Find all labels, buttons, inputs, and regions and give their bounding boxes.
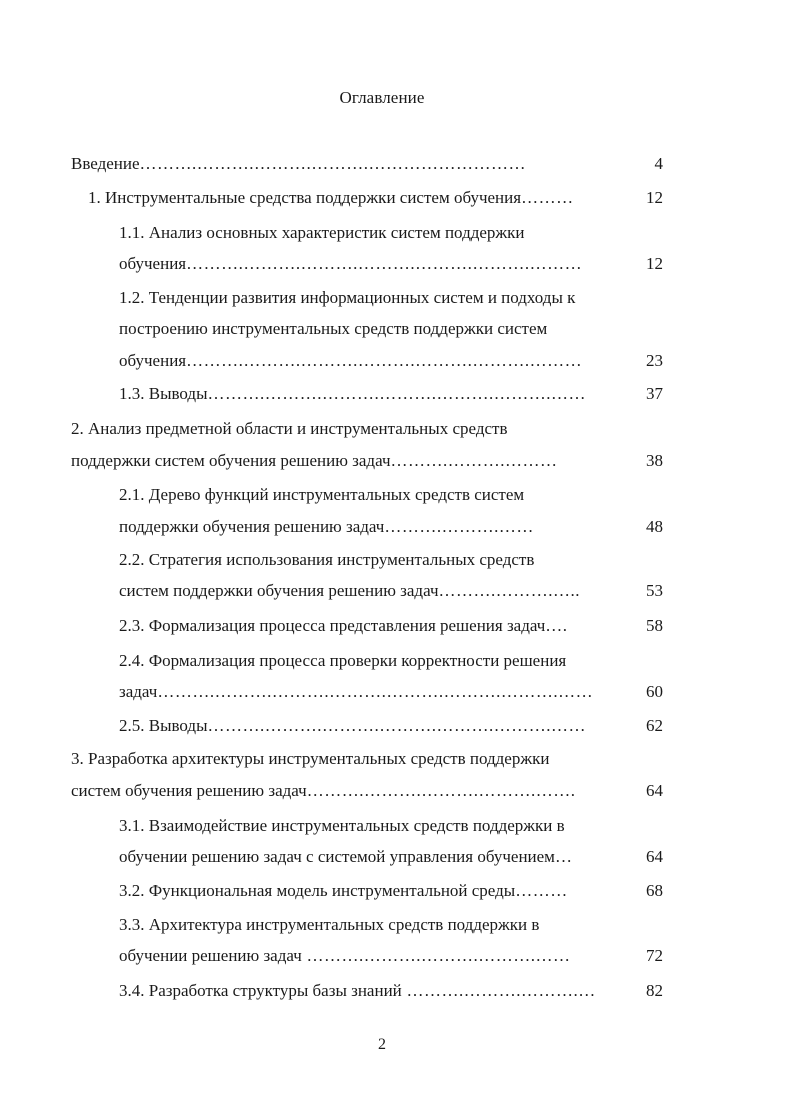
page-number: 2 — [378, 1036, 386, 1053]
toc-page-number: 37 — [646, 384, 663, 403]
toc-entry-text: обучении решению задач — [119, 946, 302, 965]
toc-entry-line — [119, 381, 586, 407]
toc-page-number: 23 — [646, 351, 663, 370]
toc-page-number: 12 — [646, 188, 663, 207]
toc-entry-text: систем обучения решению задач — [71, 781, 307, 800]
toc-entry-line — [119, 316, 547, 342]
toc-entry-text: Введение — [71, 154, 140, 173]
toc-page-number: 48 — [646, 517, 663, 536]
toc-entry-text: обучения — [119, 351, 187, 370]
toc-entry-line — [119, 220, 525, 246]
toc-leader: ……….……….……….……….…… — [301, 946, 571, 965]
toc-leader: ……….……….…… — [384, 517, 534, 536]
toc-entry-line — [71, 448, 558, 474]
toc-entry-text: поддержки обучения решению задач — [119, 517, 385, 536]
toc-leader: ……….……….……….……….……….……….……….…… — [157, 682, 594, 701]
toc-leader: … — [554, 847, 573, 866]
toc-page-number: 72 — [646, 946, 663, 965]
toc-entry-line — [119, 713, 586, 739]
toc-entry-text: 2.1. Дерево функций инструментальных средств систем — [119, 485, 525, 504]
toc-page-number: 12 — [646, 254, 663, 273]
toc-entry-line — [119, 813, 565, 839]
toc-page-number: 64 — [646, 847, 663, 866]
toc-leader: ……….……….……….……….……….……….…… — [207, 716, 587, 735]
toc-leader: ……… — [515, 881, 568, 900]
toc-leader: ……….……….……… — [390, 451, 558, 470]
toc-entry-text: 2.5. Выводы — [119, 716, 208, 735]
toc-page-number: 53 — [646, 581, 663, 600]
toc-entry-line — [119, 251, 582, 277]
toc-entry-line — [71, 778, 575, 804]
toc-entry-text: обучения — [119, 254, 187, 273]
toc-page-number: 60 — [646, 682, 663, 701]
toc-entry-line — [119, 844, 572, 870]
toc-page-number: 82 — [646, 981, 663, 1000]
toc-leader: ……….……….……….……….……….……….……… — [186, 254, 583, 273]
toc-entry-text: 1. Инструментальные средства поддержки систем обучения — [88, 188, 522, 207]
toc-leader: ……….……….……….……….……….……….……… — [186, 351, 583, 370]
toc-entry-line — [119, 978, 596, 1004]
toc-entry-line — [71, 416, 507, 442]
toc-leader: ……….……….……….……….……………………… — [139, 154, 527, 173]
toc-entry-text: 3.1. Взаимодействие инструментальных средств поддержки в — [119, 816, 565, 835]
toc-entry-text: 3.2. Функциональная модель инструментальной среды — [119, 881, 516, 900]
toc-entry-line — [119, 578, 580, 604]
toc-entry-text: 2.2. Стратегия использования инструментальных средств — [119, 550, 535, 569]
toc-entry-line — [71, 746, 549, 772]
toc-entry-text: обучении решению задач с системой управления обучением — [119, 847, 555, 866]
toc-entry-text: поддержки систем обучения решению задач — [71, 451, 391, 470]
toc-leader: ……… — [521, 188, 574, 207]
toc-page-number: 58 — [646, 616, 663, 635]
toc-entry-text: 3.4. Разработка структуры базы знаний — [119, 981, 402, 1000]
toc-title: Оглавление — [339, 88, 425, 107]
toc-entry-text: 3.3. Архитектура инструментальных средств поддержки в — [119, 915, 540, 934]
toc-entry-text: 2. Анализ предметной области и инструментальных средств — [71, 419, 508, 438]
toc-entry-line — [119, 547, 534, 573]
toc-entry-line — [71, 151, 526, 177]
toc-page-number: 64 — [646, 781, 663, 800]
toc-entry-line — [119, 648, 566, 674]
toc-page-number: 4 — [654, 154, 663, 173]
toc-leader: ……….……….….. — [438, 581, 580, 600]
toc-leader: ……….……….……….……….……. — [306, 781, 576, 800]
toc-page-number: 62 — [646, 716, 663, 735]
toc-entry-text: 3. Разработка архитектуры инструментальных средств поддержки — [71, 749, 550, 768]
toc-entry-text: задач — [119, 682, 158, 701]
toc-leader: ……….……….……….… — [401, 981, 596, 1000]
toc-leader: …. — [545, 616, 568, 635]
toc-entry-line — [88, 185, 574, 211]
toc-entry-line — [119, 943, 571, 969]
toc-entry-line — [119, 514, 534, 540]
toc-entry-text: построению инструментальных средств поддержки систем — [119, 319, 548, 338]
toc-entry-line — [119, 613, 568, 639]
toc-entry-text: 1.2. Тенденции развития информационных систем и подходы к — [119, 288, 576, 307]
toc-entry-text: 2.3. Формализация процесса представления решения задач — [119, 616, 546, 635]
toc-entry-line — [119, 912, 539, 938]
toc-leader: ……….……….……….……….……….……….…… — [207, 384, 587, 403]
toc-entry-line — [119, 348, 582, 374]
toc-entry-text: 1.3. Выводы — [119, 384, 208, 403]
toc-entry-line — [119, 482, 524, 508]
toc-page-number: 68 — [646, 881, 663, 900]
toc-page-number: 38 — [646, 451, 663, 470]
toc-entry-text: 2.4. Формализация процесса проверки корректности решения — [119, 651, 567, 670]
toc-entry-line — [119, 679, 593, 705]
toc-entry-line — [119, 285, 575, 311]
toc-entry-text: систем поддержки обучения решению задач — [119, 581, 439, 600]
toc-entry-line — [119, 878, 568, 904]
toc-entry-text: 1.1. Анализ основных характеристик систем поддержки — [119, 223, 525, 242]
